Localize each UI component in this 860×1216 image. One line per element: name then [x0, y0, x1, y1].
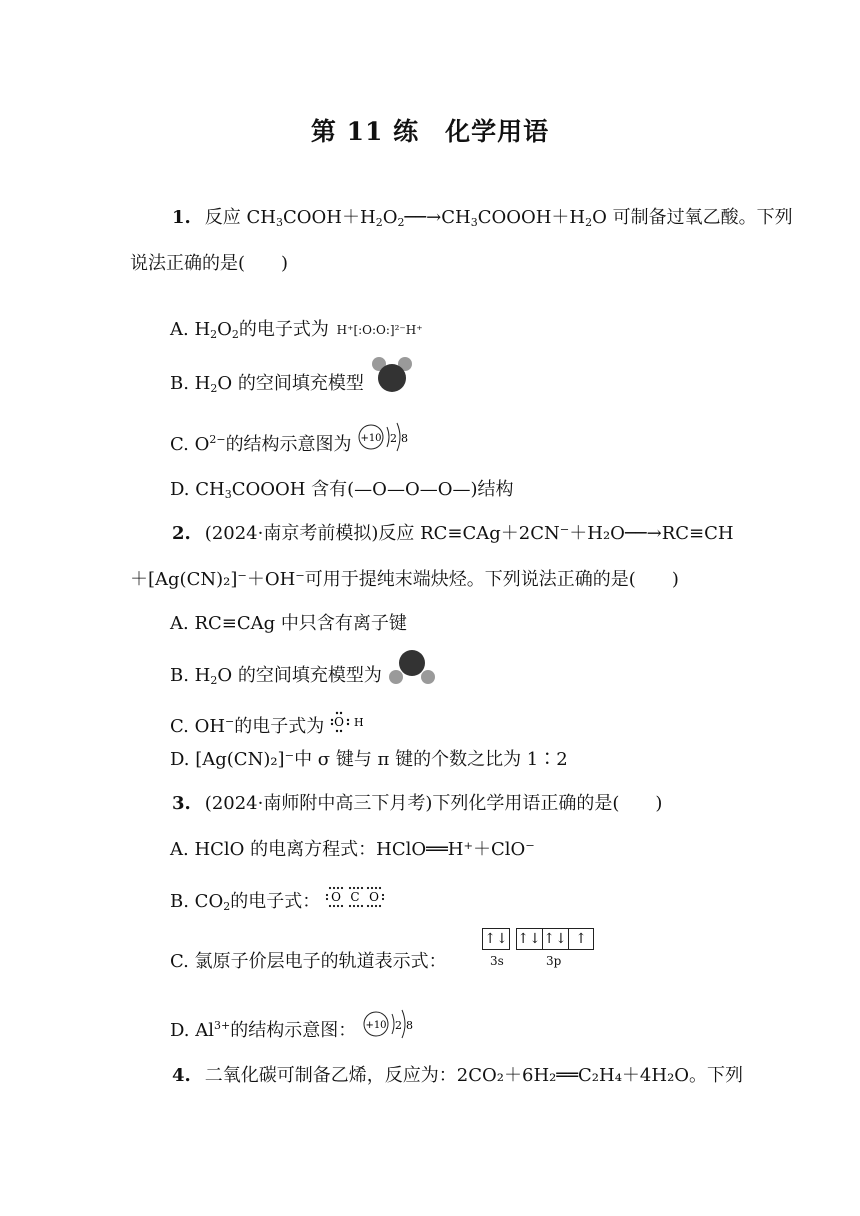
orbital-label-3p: 3p	[546, 954, 562, 968]
orbital-arrows-paired: ↑↓	[543, 931, 567, 947]
oh-electron-formula-icon	[330, 710, 362, 734]
q2-option-b: B. $H_2O$ 的空间填充模型为	[170, 664, 436, 693]
q3-option-a: A. HClO 的电离方程式：HClO══H⁺＋ClO⁻	[170, 839, 535, 860]
svg-text:8: 8	[401, 432, 409, 445]
q2-option-d: D. [Ag(CN)₂]⁻中 σ 键与 π 键的个数之比为 1∶2	[170, 749, 568, 770]
orbital-arrows-paired: ↑↓	[517, 931, 541, 947]
q2-stem-part: (2024·南京考前模拟)反应 RC≡CAg＋2CN⁻＋H₂O──→RC≡CH	[204, 523, 734, 544]
diagram-atom-o: O	[334, 715, 344, 729]
option-text: C. 氯原子价层电子的轨道表示式：	[170, 951, 447, 972]
q2-number: 2.	[172, 523, 191, 544]
q4-stem-part: 二氧化碳可制备乙烯，反应为：2CO₂＋6H₂══C₂H₄＋4H₂O。下列	[204, 1065, 744, 1086]
atom-structure-diagram-icon	[362, 1004, 420, 1044]
option-text: 的结构示意图为	[225, 434, 352, 455]
option-text: O 的空间填充模型	[217, 373, 364, 394]
orbital-diagram	[482, 928, 594, 970]
option-text: O 的空间填充模型为	[217, 665, 382, 686]
q1-stem-part: COOOH＋H	[477, 207, 586, 228]
svg-text:2: 2	[394, 1019, 402, 1032]
option-text: 的电子式：	[230, 891, 321, 912]
orbital-arrow-single: ↑	[575, 931, 587, 947]
q1-option-c	[170, 428, 415, 457]
diagram-atom-c: C	[350, 890, 360, 904]
svg-text:8: 8	[405, 1019, 413, 1032]
atom-structure-diagram-icon	[357, 417, 415, 457]
q3-number: 3.	[172, 793, 191, 814]
q1-stem-part: ──→CH	[404, 207, 471, 228]
q1-stem-part: 反应 CH	[204, 207, 276, 228]
q1-stem-part: COOH＋H	[283, 207, 376, 228]
q4-stem-line1	[130, 1064, 743, 1088]
q2-option-c: C. OH−的电子式为 O H	[170, 710, 362, 739]
q3-stem-line1	[130, 792, 662, 816]
option-text: COOOH 含有(—O—O—O—)结构	[231, 479, 514, 500]
q1-stem-line1: 1. 反应 $CH_3COOH+H_2O_2──\to CH_3COOOH+H_2O$ 可制备过氧乙酸。下列	[172, 207, 793, 229]
q3-stem-part: (2024·南师附中高三下月考)下列化学用语正确的是( )	[204, 793, 663, 814]
svg-text:+10: +10	[365, 1020, 387, 1031]
q3-option-b: B. $CO_2$的电子式： O C O	[170, 890, 384, 919]
h2o2-electron-formula: H⁺[:O:O:]²⁻H⁺	[336, 323, 423, 337]
page-title: 第 11 练 化学用语	[310, 117, 550, 146]
q1-option-b: B. $H_2O$ 的空间填充模型	[170, 372, 418, 401]
q3-option-d	[170, 1014, 420, 1044]
q4-number: 4.	[172, 1065, 191, 1086]
q1-stem-line2: 说法正确的是( )	[130, 253, 289, 274]
q1-option-d: D. $CH_3COOOH$ 含有(—O—O—O—)结构	[170, 479, 514, 501]
h2o-space-filling-model-icon	[388, 649, 436, 687]
option-text: 的结构示意图：	[230, 1020, 357, 1041]
q1-stem-part: O 可制备过氧乙酸。下列	[592, 207, 793, 228]
option-text: B. CO	[170, 891, 224, 912]
diagram-atom-o: O	[369, 890, 379, 904]
charge-superscript: 3+	[214, 1019, 231, 1032]
option-text: B. H	[170, 373, 211, 394]
diagram-atom-o: O	[331, 890, 341, 904]
option-text: B. H	[170, 665, 211, 686]
h2o-space-filling-model-icon	[370, 356, 418, 394]
option-text: C. OH	[170, 716, 226, 737]
svg-text:+10: +10	[360, 433, 382, 444]
option-text: 的电子式为	[238, 319, 329, 340]
q1-option-a: A. $H_2O_2$的电子式为 H⁺[:O:O:]²⁻H⁺	[170, 319, 423, 341]
q2-option-a: A. RC≡CAg 中只含有离子键	[170, 613, 407, 634]
diagram-atom-h: H	[353, 716, 364, 729]
option-text: 的电子式为	[234, 716, 325, 737]
option-text: D. Al	[170, 1020, 214, 1041]
q1-stem-part: O	[382, 207, 398, 228]
option-text: D. CH	[170, 479, 225, 500]
charge-superscript: 2−	[209, 433, 226, 446]
q2-stem-line1	[130, 522, 734, 546]
q3-option-c	[170, 950, 447, 974]
option-text: A. H	[170, 319, 211, 340]
option-text: O	[217, 319, 232, 340]
orbital-arrows-paired: ↑↓	[484, 931, 508, 947]
option-text: C. O	[170, 434, 210, 455]
q1-number: 1.	[172, 207, 191, 228]
q2-stem-line2: ＋[Ag(CN)₂]⁻＋OH⁻可用于提纯末端炔烃。下列说法正确的是( )	[130, 569, 679, 590]
co2-electron-formula-icon	[326, 885, 384, 909]
svg-text:2: 2	[390, 432, 398, 445]
orbital-label-3s: 3s	[490, 954, 504, 968]
